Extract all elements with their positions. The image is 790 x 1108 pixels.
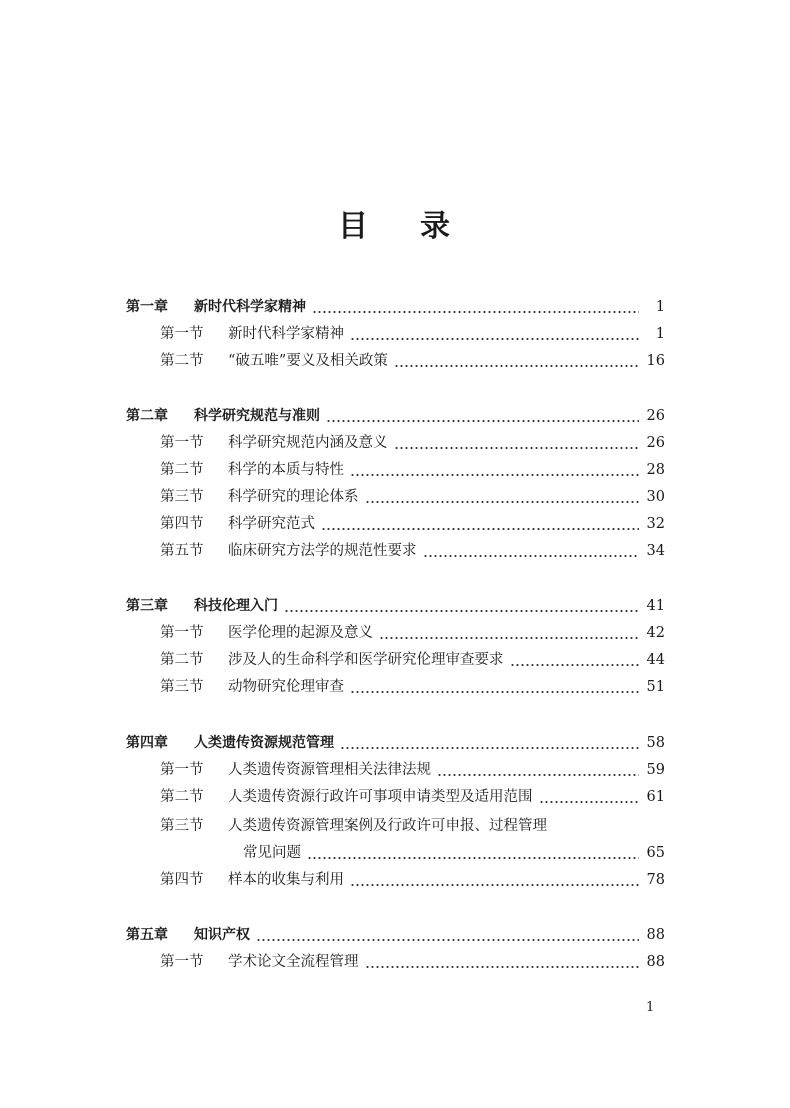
toc-entry-label: 第五章 (126, 927, 168, 943)
toc-page-number: 59 (646, 762, 665, 778)
page-number: 1 (646, 1000, 655, 1015)
toc-chapter-entry[interactable] (126, 924, 665, 946)
dot-leader (312, 296, 639, 318)
dot-leader (350, 676, 639, 698)
toc-entry-title: 涉及人的生命科学和医学研究伦理审查要求 (228, 652, 504, 668)
toc-page-number: 65 (646, 845, 665, 861)
toc-entry-label: 第一节 (160, 762, 204, 778)
toc-entry-title: 人类遗传资源管理相关法律法规 (228, 762, 431, 778)
toc-entry-title: 科学研究规范内涵及意义 (228, 435, 388, 451)
toc-section-entry[interactable] (160, 622, 665, 644)
toc-entry-label: 第一节 (160, 435, 204, 451)
toc-entry-label: 第三章 (126, 598, 168, 614)
toc-entry-title: 新时代科学家精神 (228, 326, 344, 342)
dot-leader (437, 759, 639, 781)
toc-entry-title: 科学研究范式 (228, 516, 315, 532)
toc-page-number: 26 (646, 435, 665, 451)
toc-section-entry[interactable] (160, 869, 665, 891)
toc-page-number: 44 (646, 652, 665, 668)
toc-section-entry[interactable] (160, 815, 665, 837)
dot-leader (365, 951, 640, 973)
toc-entry-title: 科学研究规范与准则 (194, 408, 320, 424)
page-title-char-1: 目 (338, 209, 370, 244)
toc-page-number: 28 (646, 462, 665, 478)
toc-section-entry[interactable] (160, 323, 665, 345)
toc-entry-label: 第四节 (160, 516, 204, 532)
toc-section-entry[interactable] (160, 786, 665, 808)
dot-leader (321, 513, 639, 535)
toc-entry-label: 第一章 (126, 299, 168, 315)
dot-leader (350, 459, 639, 481)
toc-entry-label: 第四节 (160, 872, 204, 888)
toc-entry-label: 第一节 (160, 954, 204, 970)
toc-entry-title: 学术论文全流程管理 (228, 954, 359, 970)
toc-section-entry[interactable] (160, 676, 665, 698)
toc-page-number: 42 (646, 625, 665, 641)
toc-entry-title: 科学的本质与特性 (228, 462, 344, 478)
toc-entry-title: 新时代科学家精神 (194, 299, 306, 315)
toc-entry-title: 人类遗传资源规范管理 (194, 735, 334, 751)
toc-chapter-entry[interactable] (126, 405, 665, 427)
toc-chapter-entry[interactable] (126, 732, 665, 754)
toc-page-number: 34 (646, 543, 665, 559)
dot-leader (350, 869, 639, 891)
toc-page-number: 61 (646, 789, 665, 805)
page-title-char-2: 录 (420, 209, 452, 244)
toc-chapter-entry[interactable] (126, 296, 665, 318)
toc-entry-label: 第一节 (160, 625, 204, 641)
dot-leader (379, 622, 639, 644)
toc-entry-label: 第三节 (160, 489, 204, 505)
toc-entry-continuation[interactable] (243, 842, 665, 864)
dot-leader (307, 842, 639, 864)
toc-section-entry[interactable] (160, 513, 665, 535)
toc-section-entry[interactable] (160, 486, 665, 508)
toc-section-entry[interactable] (160, 951, 665, 973)
toc-section-entry[interactable] (160, 540, 665, 562)
toc-entry-title: 人类遗传资源管理案例及行政许可申报、过程管理 (228, 818, 547, 834)
toc-section-entry[interactable] (160, 649, 665, 671)
dot-leader (423, 540, 640, 562)
dot-leader (539, 786, 640, 808)
dot-leader (394, 350, 639, 372)
dot-leader (284, 595, 639, 617)
toc-section-entry[interactable] (160, 432, 665, 454)
toc-page-number: 1 (655, 299, 665, 315)
toc-entry-title: 人类遗传资源行政许可事项申请类型及适用范围 (228, 789, 533, 805)
toc-section-entry[interactable] (160, 759, 665, 781)
toc-page-number: 88 (646, 954, 665, 970)
toc-page-number: 1 (655, 326, 665, 342)
toc-page-number: 58 (646, 735, 665, 751)
toc-entry-label: 第二节 (160, 462, 204, 478)
toc-entry-title: 科学研究的理论体系 (228, 489, 359, 505)
toc-entry-title: 知识产权 (194, 927, 250, 943)
toc-section-entry[interactable] (160, 350, 665, 372)
dot-leader (510, 649, 640, 671)
toc-page-number: 51 (646, 679, 665, 695)
toc-entry-title: 临床研究方法学的规范性要求 (228, 543, 417, 559)
toc-page-number: 41 (646, 598, 665, 614)
toc-page-number: 78 (646, 872, 665, 888)
dot-leader (340, 732, 639, 754)
toc-entry-label: 第二章 (126, 408, 168, 424)
page-title (0, 207, 790, 247)
toc-entry-label: 第二节 (160, 789, 204, 805)
dot-leader (365, 486, 640, 508)
toc-page-number: 32 (646, 516, 665, 532)
toc-entry-title: 样本的收集与利用 (228, 872, 344, 888)
toc-entry-title: 科技伦理入门 (194, 598, 278, 614)
toc-entry-label: 第三节 (160, 818, 204, 834)
dot-leader (350, 323, 639, 345)
toc-section-entry[interactable] (160, 459, 665, 481)
toc-entry-label: 第一节 (160, 326, 204, 342)
toc-entry-label: 第二节 (160, 353, 204, 369)
toc-page-number: 16 (646, 353, 665, 369)
toc-entry-label: 第三节 (160, 679, 204, 695)
toc-page-number: 88 (646, 927, 665, 943)
toc-chapter-entry[interactable] (126, 595, 665, 617)
dot-leader (256, 924, 639, 946)
toc-entry-label: 第四章 (126, 735, 168, 751)
dot-leader (394, 432, 640, 454)
toc-entry-title: 医学伦理的起源及意义 (228, 625, 373, 641)
dot-leader (326, 405, 639, 427)
toc-page-number: 30 (646, 489, 665, 505)
toc-entry-label: 第二节 (160, 652, 204, 668)
toc-entry-title: “破五唯”要义及相关政策 (228, 353, 388, 369)
toc-entry-label: 第五节 (160, 543, 204, 559)
toc-page-number: 26 (646, 408, 665, 424)
toc-entry-title: 常见问题 (243, 845, 301, 861)
toc-entry-title: 动物研究伦理审查 (228, 679, 344, 695)
